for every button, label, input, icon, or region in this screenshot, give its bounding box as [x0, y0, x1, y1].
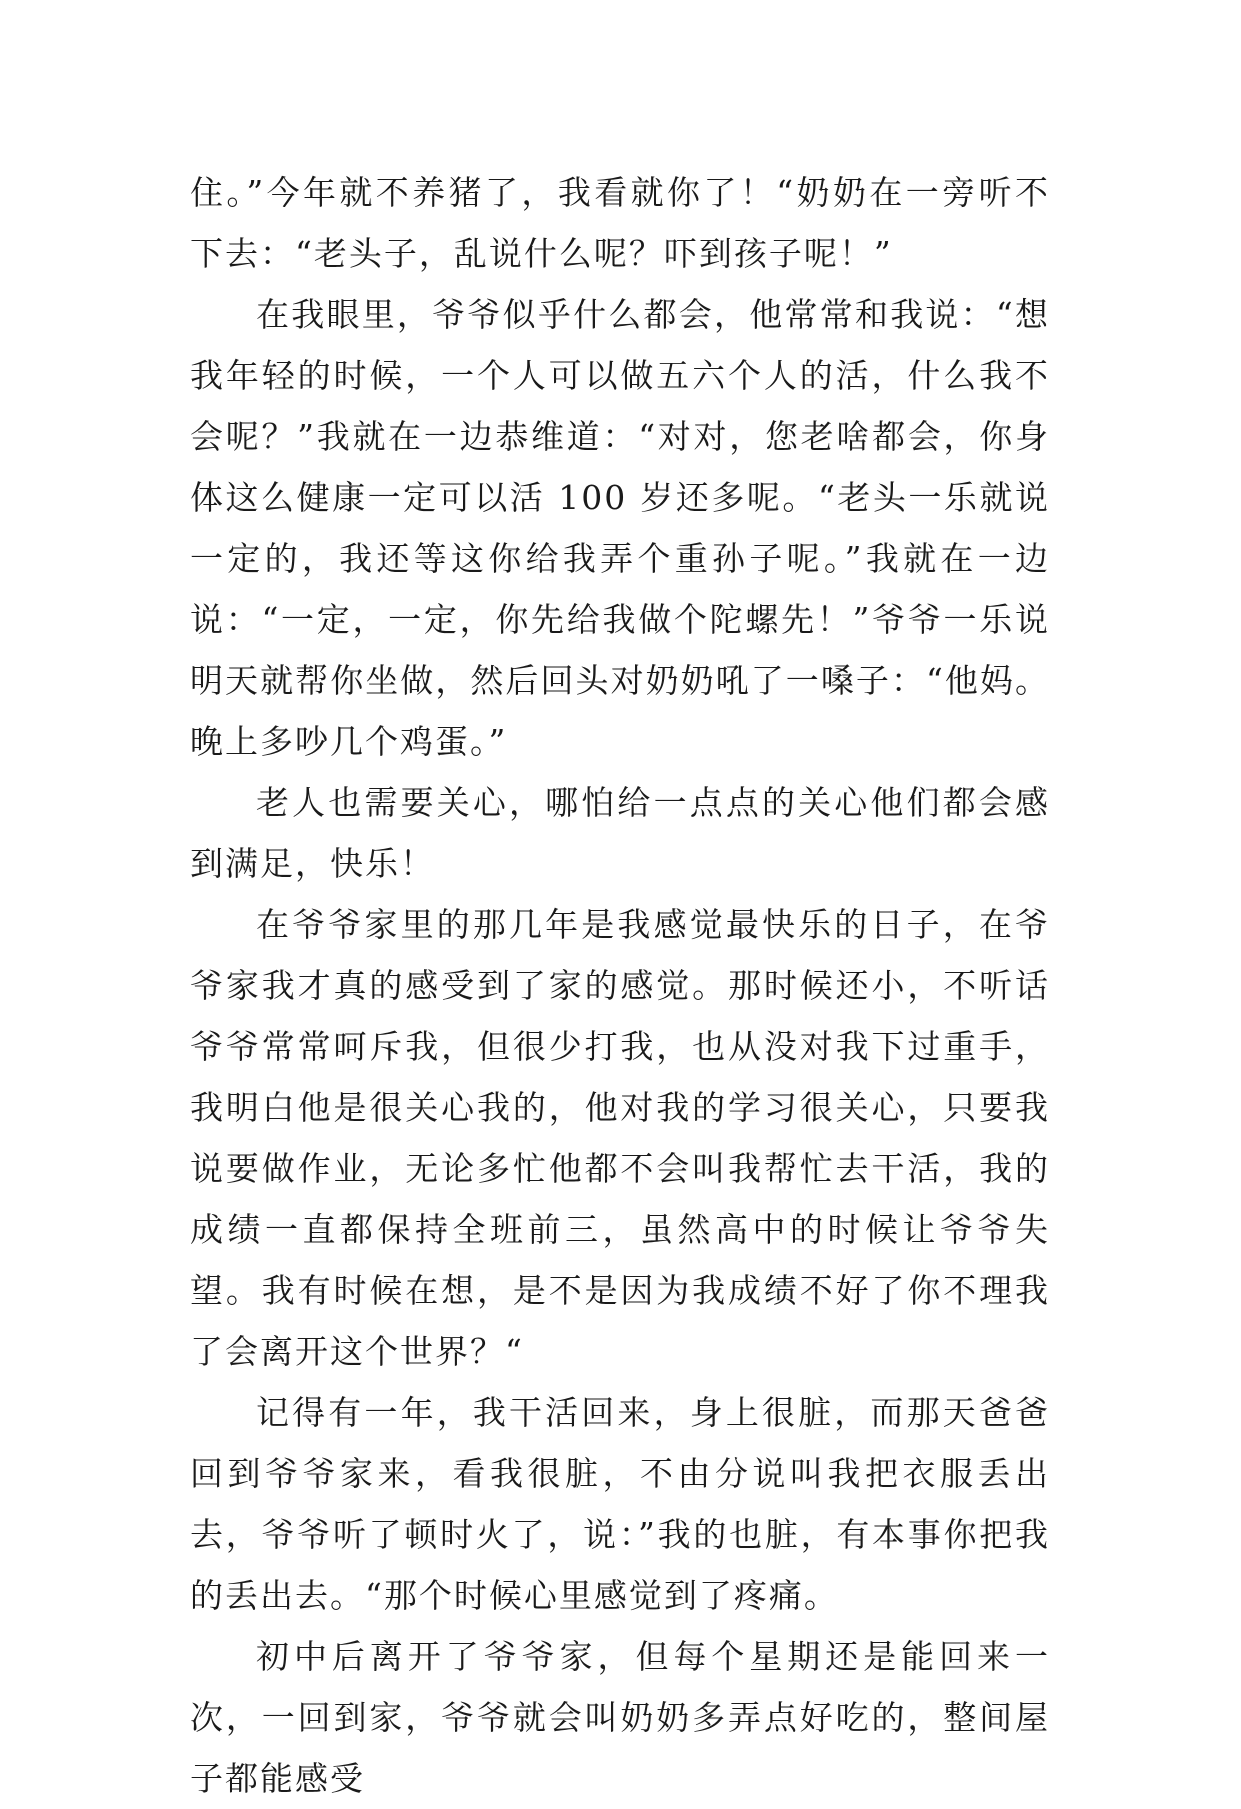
paragraph-1: 住。”今年就不养猪了，我看就你了！“奶奶在一旁听不下去：“老头子，乱说什么呢？吓到孩子呢！” — [190, 173, 1050, 273]
paragraph-4: 在爷爷家里的那几年是我感觉最快乐的日子，在爷爷家我才真的感受到了家的感觉。那时候还小，不听话爷爷常常呵斥我，但很少打我，也从没对我下过重手，我明白他是很关心我的，他对我的学习很关心，只要我说要做作业，无论多忙他都不会叫我帮忙去干活，我的成绩一直都保持全班前三，虽然高中的时候让爷爷失望。我有时候在想，是不是因为我成绩不好了你不理我了会离开这个世界？“ — [190, 905, 1050, 1371]
paragraph-6: 初中后离开了爷爷家，但每个星期还是能回来一次，一回到家，爷爷就会叫奶奶多弄点好吃的，整间屋子都能感受 — [190, 1637, 1050, 1798]
paragraph-2: 在我眼里，爷爷似乎什么都会，他常常和我说：“想我年轻的时候，一个人可以做五六个人的活，什么我不会呢？”我就在一边恭维道：“对对，您老啥都会，你身体这么健康一定可以活 100 岁还多呢。“老头一乐就说一定的，我还等这你给我弄个重孙子呢。”我就在一边说：“一定，一定，你先给我做个陀螺先！”爷爷一乐说明天就帮你坐做，然后回头对奶奶吼了一嗓子：“他妈。晚上多吵几个鸡蛋。” — [190, 295, 1050, 761]
paragraph-3: 老人也需要关心，哪怕给一点点的关心他们都会感到满足，快乐！ — [190, 783, 1050, 883]
document-page — [190, 162, 1050, 1809]
paragraph-5: 记得有一年，我干活回来，身上很脏，而那天爸爸回到爷爷家来，看我很脏，不由分说叫我把衣服丢出去，爷爷听了顿时火了，说：”我的也脏，有本事你把我的丢出去。“那个时候心里感觉到了疼痛。 — [190, 1393, 1050, 1615]
